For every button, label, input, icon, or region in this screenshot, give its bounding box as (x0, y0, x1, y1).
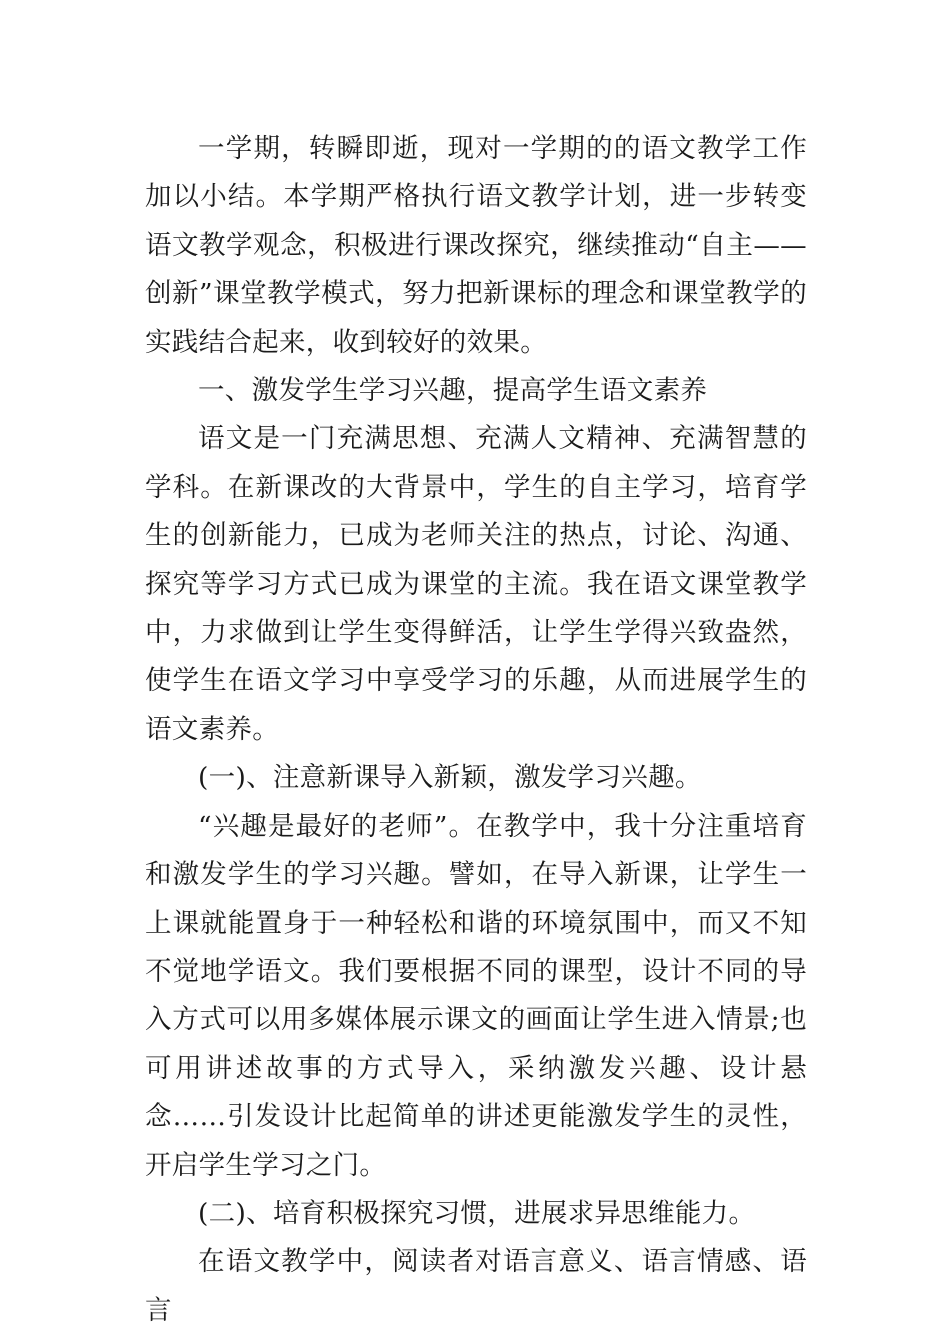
paragraph-intro: 一学期，转瞬即逝，现对一学期的的语文教学工作加以小结。本学期严格执行语文教学计划，进一步转变语文教学观念，积极进行课改探究，继续推动“自主——创新”课堂教学模式，努力把新课标的理念和课堂教学的实践结合起来，收到较好的效果。 (145, 133, 808, 358)
document-body (145, 125, 807, 1335)
paragraph-subsection-2: 在语文教学中，阅读者对语言意义、语言情感、语言 (145, 1246, 807, 1326)
section-heading-1: 一、激发学生学习兴趣，提高学生语文素养 (198, 375, 708, 407)
paragraph-subsection-1: “兴趣是最好的老师”。在教学中，我十分注重培育和激发学生的学习兴趣。譬如，在导入新课，让学生一上课就能置身于一种轻松和谐的环境氛围中，而又不知不觉地学语文。我们要根据不同的课型，设计不同的导入方式可以用多媒体展示课文的画面让学生进入情景;也可用讲述故事的方式导入，采纳激发兴趣、设计悬念……引发设计比起简单的讲述更能激发学生的灵性，开启学生学习之门。 (145, 810, 807, 1181)
subsection-heading-1: (一)、注意新课导入新颖，激发学习兴趣。 (198, 762, 702, 794)
subsection-heading-2: (二)、培育积极探究习惯，进展求异思维能力。 (198, 1197, 756, 1229)
paragraph-section-1: 语文是一门充满思想、充满人文精神、充满智慧的学科。在新课改的大背景中，学生的自主学习，培育学生的创新能力，已成为老师关注的热点，讨论、沟通、探究等学习方式已成为课堂的主流。我在语文课堂教学中，力求做到让学生变得鲜活，让学生学得兴致盎然，使学生在语文学习中享受学习的乐趣，从而进展学生的语文素养。 (145, 423, 807, 745)
